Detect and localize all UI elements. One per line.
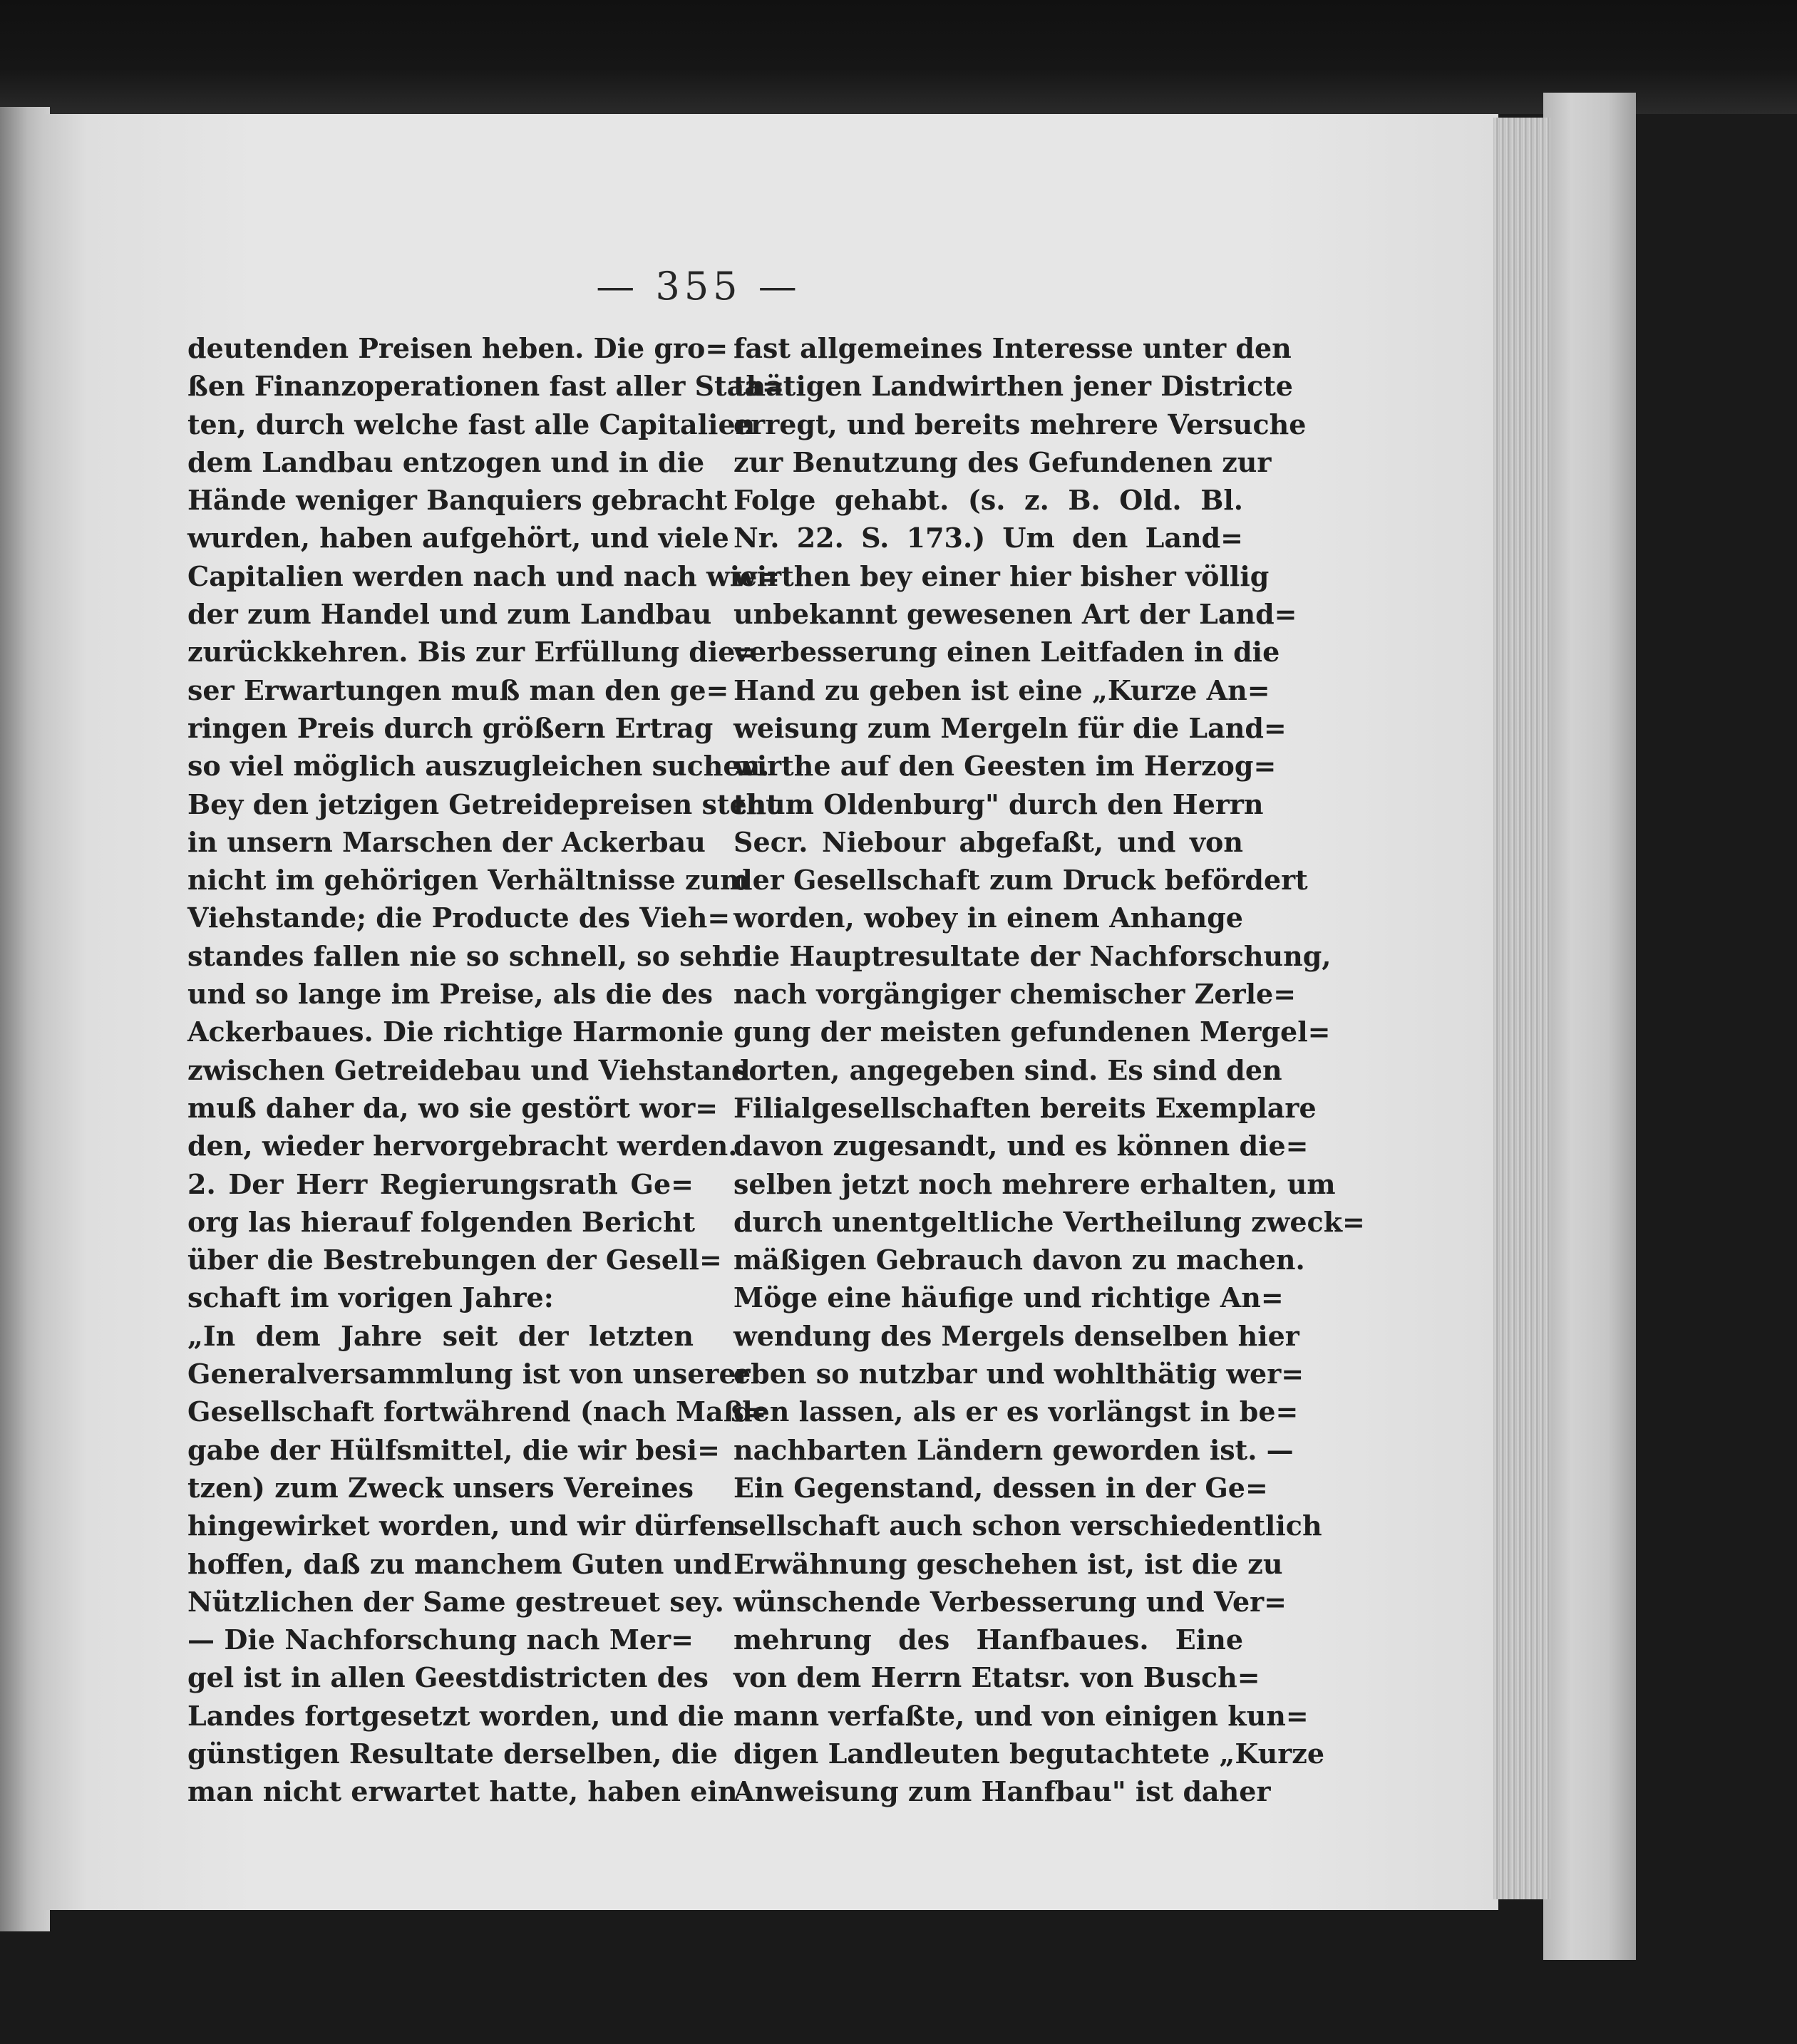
text-line: mann verfaßte, und von einigen kun= [733,1699,1309,1732]
text-line: tzen) zum Zweck unsers Vereines [187,1471,694,1504]
page-number: — 355 — [596,264,801,309]
text-line: den, wieder hervorgebracht werden. [187,1130,738,1162]
text-line: zur Benutzung des Gefundenen zur [733,445,1272,478]
text-line: mehrung des Hanfbaues. Eine [733,1624,1243,1656]
text-line: sorten, angegeben sind. Es sind den [733,1053,1282,1086]
text-line: unbekannt gewesenen Art der Land= [733,598,1297,631]
text-line: man nicht erwartet hatte, haben ein [187,1775,738,1808]
text-line: Generalversammlung ist von unserer [187,1358,751,1390]
text-line: schaft im vorigen Jahre: [187,1281,554,1314]
text-line: thätigen Landwirthen jener Districte [733,370,1293,403]
text-line: der zum Handel und zum Landbau [187,598,712,631]
text-line: digen Landleuten begutachtete „Kurze [733,1737,1325,1770]
text-line: zurückkehren. Bis zur Erfüllung die= [187,636,758,669]
text-line: fast allgemeines Interesse unter den [733,332,1292,364]
text-line: Nr. 22. S. 173.) Um den Land= [733,522,1243,554]
text-line: muß daher da, wo sie gestört wor= [187,1091,719,1124]
text-line: die Hauptresultate der Nachforschung, [733,939,1332,972]
text-line: so viel möglich auszugleichen suchen. [187,750,770,783]
text-line: durch unentgeltliche Vertheilung zweck= [733,1205,1365,1238]
text-line: ringen Preis durch größern Ertrag [187,711,714,744]
text-line: deutenden Preisen heben. Die gro= [187,332,728,364]
text-line: Gesellschaft fortwährend (nach Maß= [187,1395,767,1428]
text-line: den lassen, als er es vorlängst in be= [733,1395,1299,1428]
text-line: ßen Finanzoperationen fast aller Staa= [187,370,785,403]
text-line: erregt, und bereits mehrere Versuche [733,408,1307,440]
text-line: 2. Der Herr Regierungsrath Ge= [187,1167,694,1200]
text-line: wirthe auf den Geesten im Herzog= [733,750,1277,783]
text-line: Secr. Niebour abgefaßt, und von [733,825,1243,858]
text-line: dem Landbau entzogen und in die [187,445,705,478]
text-line: gabe der Hülfsmittel, die wir besi= [187,1433,720,1466]
text-line: nach vorgängiger chemischer Zerle= [733,978,1297,1011]
text-line: standes fallen nie so schnell, so sehr [187,939,746,972]
text-line: der Gesellschaft zum Druck befördert [733,864,1308,897]
text-line: eben so nutzbar und wohlthätig wer= [733,1358,1304,1390]
text-line: und so lange im Preise, als die des [187,978,714,1011]
text-line: thum Oldenburg" durch den Herrn [733,788,1264,820]
text-line: Hände weniger Banquiers gebracht [187,484,728,517]
text-line: Capitalien werden nach und nach wie= [187,559,781,592]
text-line: wendung des Mergels denselben hier [733,1319,1299,1352]
text-line: von dem Herrn Etatsr. von Busch= [733,1661,1260,1694]
text-line: Anweisung zum Hanfbau" ist daher [733,1775,1271,1808]
text-line: selben jetzt noch mehrere erhalten, um [733,1167,1336,1200]
text-line: wurden, haben aufgehört, und viele [187,522,729,554]
text-line: gung der meisten gefundenen Mergel= [733,1016,1331,1048]
text-line: nicht im gehörigen Verhältnisse zum [187,864,749,897]
text-line: Landes fortgesetzt worden, und die [187,1699,724,1732]
text-line: Viehstande; die Producte des Vieh= [187,902,731,934]
text-line: hingewirket worden, und wir dürfen [187,1509,736,1542]
text-line: Bey den jetzigen Getreidepreisen steht [187,788,779,820]
text-line: — Die Nachforschung nach Mer= [187,1624,694,1656]
text-line: org las hierauf folgenden Bericht [187,1205,696,1238]
text-line: Ackerbaues. Die richtige Harmonie [187,1016,724,1048]
text-line: nachbarten Ländern geworden ist. — [733,1433,1294,1466]
text-column-left [187,329,785,1811]
text-line: Folge gehabt. (s. z. B. Old. Bl. [733,484,1243,517]
text-line: verbesserung einen Leitfaden in die [733,636,1280,669]
text-line: davon zugesandt, und es können die= [733,1130,1309,1162]
text-line: Möge eine häufige und richtige An= [733,1281,1284,1314]
left-page-edge [0,107,50,1931]
text-line: gel ist in allen Geestdistricten des [187,1661,709,1694]
text-line: ser Erwartungen muß man den ge= [187,673,729,706]
text-line: ten, durch welche fast alle Capitalien [187,408,756,440]
text-line: günstigen Resultate derselben, die [187,1737,718,1770]
text-line: sellschaft auch schon verschiedentlich [733,1509,1322,1542]
text-line: hoffen, daß zu manchem Guten und [187,1547,732,1580]
text-line: wirthen bey einer hier bisher völlig [733,559,1270,592]
text-line: Hand zu geben ist eine „Kurze An= [733,673,1270,706]
text-line: Ein Gegenstand, dessen in der Ge= [733,1471,1268,1504]
text-line: Filialgesellschaften bereits Exemplare [733,1091,1317,1124]
text-line: Nützlichen der Same gestreuet sey. [187,1585,724,1618]
text-line: weisung zum Mergeln für die Land= [733,711,1287,744]
page-stack-edge [1493,118,1550,1899]
text-line: wünschende Verbesserung und Ver= [733,1585,1287,1618]
text-line: in unsern Marschen der Ackerbau [187,825,706,858]
text-line: mäßigen Gebrauch davon zu machen. [733,1244,1305,1276]
text-line: Erwähnung geschehen ist, ist die zu [733,1547,1283,1580]
text-line: worden, wobey in einem Anhange [733,902,1243,934]
top-shadow [0,0,1797,114]
text-line: „In dem Jahre seit der letzten [187,1319,694,1352]
text-line: über die Bestrebungen der Gesell= [187,1244,722,1276]
text-column-right [733,329,1365,1811]
book-cover-edge [1543,93,1636,1960]
text-line: zwischen Getreidebau und Viehstand [187,1053,751,1086]
